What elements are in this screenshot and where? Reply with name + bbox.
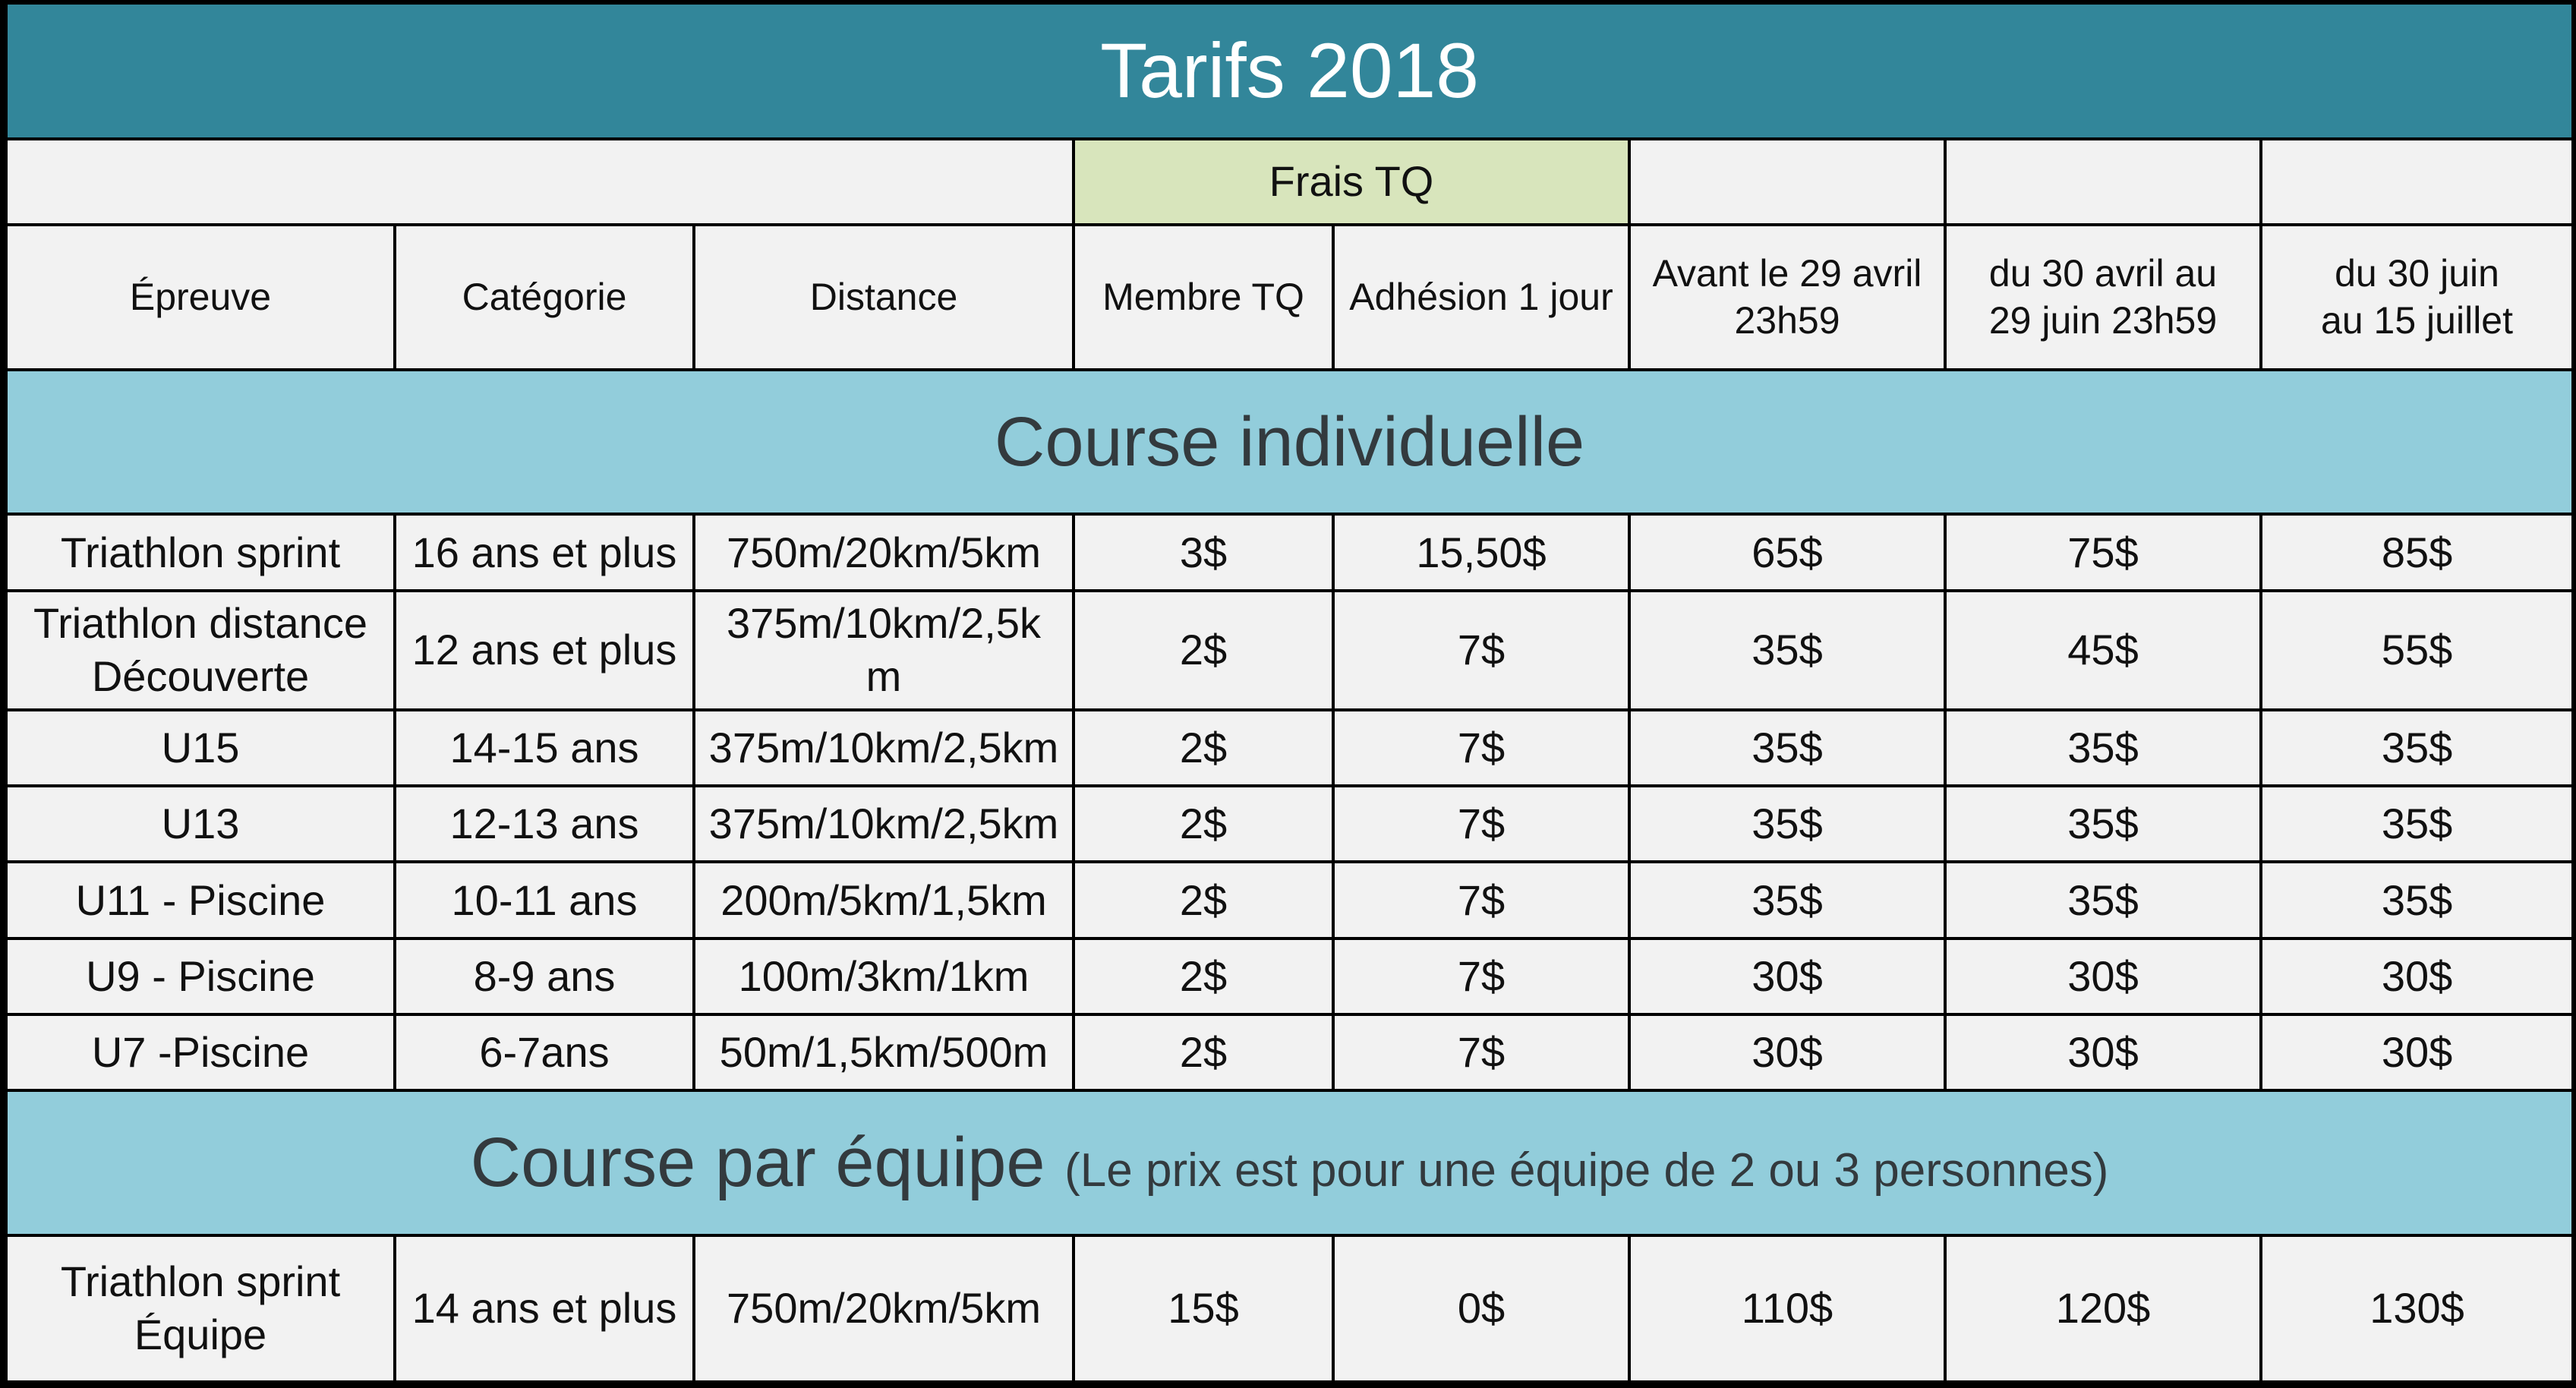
- table-cell: [1074, 862, 1333, 938]
- table-cell: [1629, 710, 1945, 786]
- cell-text-line: 35$: [1751, 626, 1823, 674]
- table-cell: [2261, 591, 2573, 710]
- column-header: [395, 225, 694, 370]
- cell-text-line: Équipe: [134, 1311, 267, 1359]
- section-note: (Le prix est pour une équipe de 2 ou 3 personnes): [1064, 1144, 2109, 1197]
- table-cell: [6, 862, 395, 938]
- table-cell: [1629, 1014, 1945, 1090]
- cell-text-line: 0$: [1457, 1284, 1506, 1333]
- table-cell: [1629, 591, 1945, 710]
- cell-text-line: 375m/10km/2,5k: [727, 599, 1041, 648]
- table-row: [6, 710, 2573, 786]
- cell-text-line: 375m/10km/2,5km: [708, 800, 1059, 848]
- column-header: [2261, 225, 2573, 370]
- cell-text-line: 29 juin 23h59: [1988, 299, 2218, 342]
- table-cell: [6, 938, 395, 1014]
- cell-text-line: Avant le 29 avril: [1652, 251, 1922, 295]
- column-header: [694, 225, 1074, 370]
- table-cell: [1945, 591, 2261, 710]
- table-cell: [2261, 938, 2573, 1014]
- table-cell: [6, 514, 395, 590]
- table-cell: [6, 786, 395, 862]
- table-cell: [1074, 938, 1333, 1014]
- table-cell: [6, 591, 395, 710]
- table-cell: [1945, 710, 2261, 786]
- cell-text-line: Catégorie: [462, 276, 627, 319]
- cell-text-line: Distance: [809, 276, 958, 319]
- section-title-text: Course par équipe: [470, 1123, 1045, 1201]
- table-cell: [1074, 1235, 1333, 1382]
- cell-text-line: 30$: [1751, 1028, 1823, 1077]
- cell-text-line: 16 ans et plus: [411, 528, 677, 576]
- cell-text-line: U13: [161, 800, 240, 848]
- table-cell: [1945, 862, 2261, 938]
- table-cell: [1629, 1235, 1945, 1382]
- table-cell: [694, 514, 1074, 590]
- cell-text-line: 55$: [2381, 626, 2453, 674]
- cell-text-line: 2$: [1179, 800, 1228, 848]
- cell-text-line: Triathlon sprint: [60, 1257, 341, 1306]
- column-header: [1074, 225, 1333, 370]
- cell-text-line: 2$: [1179, 875, 1228, 924]
- table-cell: [1333, 938, 1629, 1014]
- table-row: [6, 862, 2573, 938]
- cell-text-line: du 30 juin: [2335, 251, 2499, 295]
- team-rows: [6, 1235, 2573, 1382]
- table-cell: [395, 1014, 694, 1090]
- empty-header-cell: [1629, 139, 1945, 224]
- cell-text-line: 7$: [1457, 724, 1506, 772]
- cell-text-line: 35$: [1751, 724, 1823, 772]
- table-cell: [2261, 862, 2573, 938]
- table-cell: [1945, 514, 2261, 590]
- cell-text-line: 35$: [2067, 875, 2139, 924]
- table-cell: [1629, 938, 1945, 1014]
- cell-text-line: 2$: [1179, 951, 1228, 1000]
- cell-text-line: 30$: [2381, 951, 2453, 1000]
- table-cell: [1629, 786, 1945, 862]
- table-row: [6, 938, 2573, 1014]
- table-cell: [1945, 938, 2261, 1014]
- cell-text-line: 50m/1,5km/500m: [719, 1028, 1048, 1077]
- table-cell: [1074, 1014, 1333, 1090]
- table-row: [6, 1235, 2573, 1382]
- table-cell: [395, 514, 694, 590]
- column-header: [6, 225, 395, 370]
- cell-text-line: U7 -Piscine: [91, 1028, 310, 1077]
- cell-text-line: 750m/20km/5km: [727, 1284, 1041, 1333]
- cell-text-line: 35$: [2381, 800, 2453, 848]
- cell-text-line: 30$: [2381, 1028, 2453, 1077]
- cell-text-line: 110$: [1741, 1284, 1833, 1333]
- cell-text-line: 2$: [1179, 724, 1228, 772]
- cell-text-line: 3$: [1179, 528, 1228, 576]
- table-row: [6, 1014, 2573, 1090]
- section-title-text: Course individuelle: [994, 402, 1585, 481]
- cell-text-line: 30$: [1751, 951, 1823, 1000]
- cell-text-line: 14-15 ans: [449, 724, 639, 772]
- cell-text-line: 65$: [1751, 528, 1823, 576]
- table-cell: [1074, 786, 1333, 862]
- cell-text-line: 35$: [1751, 875, 1823, 924]
- table-cell: [2261, 514, 2573, 590]
- cell-text-line: 23h59: [1734, 299, 1840, 342]
- table-cell: [1629, 862, 1945, 938]
- cell-text-line: 7$: [1457, 626, 1506, 674]
- table-cell: [1333, 862, 1629, 938]
- empty-header-cell: [6, 139, 1074, 224]
- table-cell: [1945, 786, 2261, 862]
- frais-tq-header: Frais TQ: [1074, 139, 1629, 224]
- cell-text-line: au 15 juillet: [2321, 299, 2514, 342]
- cell-text-line: 12-13 ans: [449, 800, 639, 848]
- table-cell: [395, 591, 694, 710]
- table-cell: [395, 710, 694, 786]
- column-header: [1333, 225, 1629, 370]
- table-cell: [395, 1235, 694, 1382]
- cell-text-line: 85$: [2381, 528, 2453, 576]
- section-header-individual: [6, 370, 2573, 514]
- table-cell: [1333, 591, 1629, 710]
- cell-text-line: 12 ans et plus: [411, 626, 677, 674]
- table-cell: [6, 710, 395, 786]
- table-cell: [1629, 514, 1945, 590]
- table-cell: [6, 1235, 395, 1382]
- cell-text-line: 2$: [1179, 1028, 1228, 1077]
- table-row: [6, 786, 2573, 862]
- cell-text-line: 8-9 ans: [473, 951, 616, 1000]
- table-cell: [694, 710, 1074, 786]
- cell-text-line: 15$: [1168, 1284, 1239, 1333]
- cell-text-line: 7$: [1457, 1028, 1506, 1077]
- cell-text-line: U9 - Piscine: [86, 951, 315, 1000]
- cell-text-line: 45$: [2067, 626, 2139, 674]
- individual-rows: [6, 514, 2573, 1090]
- cell-text-line: 35$: [2067, 800, 2139, 848]
- cell-text-line: 15,50$: [1416, 528, 1547, 576]
- cell-text-line: du 30 avril au: [1988, 251, 2218, 295]
- empty-header-cell: [1945, 139, 2261, 224]
- table-cell: [694, 1235, 1074, 1382]
- cell-text-line: 35$: [1751, 800, 1823, 848]
- cell-text-line: m: [865, 652, 902, 701]
- cell-text-line: U15: [161, 724, 240, 772]
- cell-text-line: 7$: [1457, 875, 1506, 924]
- column-header: [1945, 225, 2261, 370]
- table-title: Tarifs 2018: [6, 5, 2573, 139]
- cell-text-line: 6-7ans: [479, 1028, 610, 1077]
- column-header-row: [6, 225, 2573, 370]
- table-cell: [694, 786, 1074, 862]
- cell-text-line: Triathlon distance: [33, 599, 367, 648]
- table-cell: [2261, 710, 2573, 786]
- table-cell: [1333, 1235, 1629, 1382]
- cell-text-line: U11 - Piscine: [75, 875, 326, 924]
- table-cell: [2261, 1235, 2573, 1382]
- cell-text-line: 750m/20km/5km: [727, 528, 1041, 576]
- frais-header-row: [6, 139, 2573, 224]
- price-table: [5, 5, 2574, 1383]
- table-cell: [1333, 514, 1629, 590]
- title-row: [6, 5, 2573, 139]
- table-cell: [2261, 1014, 2573, 1090]
- cell-text-line: Adhésion 1 jour: [1349, 276, 1613, 319]
- table-cell: [1074, 591, 1333, 710]
- cell-text-line: 130$: [2369, 1284, 2464, 1333]
- cell-text-line: 10-11 ans: [451, 875, 638, 924]
- cell-text-line: 35$: [2381, 875, 2453, 924]
- table-cell: [694, 591, 1074, 710]
- cell-text-line: 35$: [2381, 724, 2453, 772]
- cell-text-line: Découverte: [91, 652, 310, 701]
- cell-text-line: 7$: [1457, 800, 1506, 848]
- table-cell: [2261, 786, 2573, 862]
- table-cell: [1333, 786, 1629, 862]
- table-cell: [395, 938, 694, 1014]
- column-header: [1629, 225, 1945, 370]
- table-row: [6, 514, 2573, 590]
- cell-text-line: 2$: [1179, 626, 1228, 674]
- cell-text-line: 35$: [2067, 724, 2139, 772]
- section-header-team: [6, 1090, 2573, 1235]
- cell-text-line: 14 ans et plus: [411, 1284, 677, 1333]
- cell-text-line: 120$: [2055, 1284, 2151, 1333]
- cell-text-line: 100m/3km/1km: [738, 951, 1029, 1000]
- table-cell: [1074, 514, 1333, 590]
- cell-text-line: Triathlon sprint: [60, 528, 341, 576]
- table-cell: [694, 862, 1074, 938]
- section-title-individual: [6, 370, 2573, 514]
- cell-text-line: 30$: [2067, 1028, 2139, 1077]
- table-cell: [694, 938, 1074, 1014]
- empty-header-cell: [2261, 139, 2573, 224]
- table-cell: [395, 786, 694, 862]
- cell-text-line: Épreuve: [129, 276, 272, 319]
- table-cell: [1333, 710, 1629, 786]
- section-title-team: [6, 1090, 2573, 1235]
- cell-text-line: 75$: [2067, 528, 2139, 576]
- cell-text-line: Membre TQ: [1102, 276, 1304, 319]
- cell-text-line: 30$: [2067, 951, 2139, 1000]
- table-row: [6, 591, 2573, 710]
- table-cell: [395, 862, 694, 938]
- table-cell: [1945, 1014, 2261, 1090]
- cell-text-line: 200m/5km/1,5km: [720, 875, 1047, 924]
- table-cell: [694, 1014, 1074, 1090]
- cell-text-line: 375m/10km/2,5km: [708, 724, 1059, 772]
- table-cell: [6, 1014, 395, 1090]
- cell-text-line: 7$: [1457, 951, 1506, 1000]
- table-cell: [1074, 710, 1333, 786]
- table-cell: [1333, 1014, 1629, 1090]
- table-cell: [1945, 1235, 2261, 1382]
